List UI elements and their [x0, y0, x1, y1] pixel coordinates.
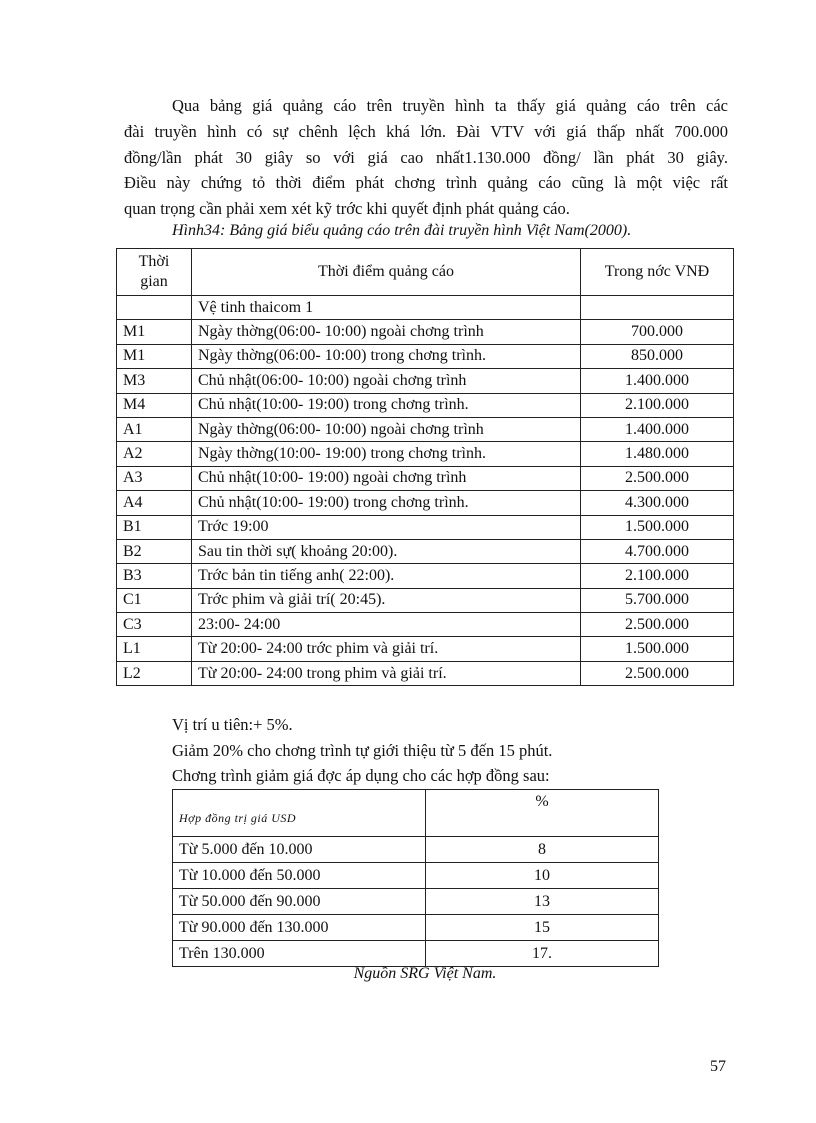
table-row: [117, 417, 734, 441]
discount-table: [172, 789, 659, 967]
time-code-cell: A1: [117, 417, 192, 441]
paragraph-line: đồng/lần phát 30 giây so với giá cao nhất1.130.000 đồng/ lần phát 30 giây.: [124, 147, 728, 167]
table-row: [117, 637, 734, 661]
table-row: [173, 863, 659, 889]
table-row: [117, 661, 734, 685]
time-code-cell: B2: [117, 539, 192, 563]
slot-cell: Trớc phim và giải trí( 20:45).: [192, 588, 581, 612]
contract-range-cell: Từ 5.000 đến 10.000: [173, 837, 426, 863]
contract-range-cell: Từ 90.000 đến 130.000: [173, 915, 426, 941]
time-code-cell: B3: [117, 564, 192, 588]
price-cell: 4.700.000: [581, 539, 734, 563]
slot-cell: Từ 20:00- 24:00 trong phim và giải trí.: [192, 661, 581, 685]
price-cell: 2.100.000: [581, 393, 734, 417]
slot-cell: Từ 20:00- 24:00 trớc phim và giải trí.: [192, 637, 581, 661]
price-cell: 1.480.000: [581, 442, 734, 466]
time-code-cell: A4: [117, 491, 192, 515]
price-cell: 2.500.000: [581, 466, 734, 490]
table-header-row: [173, 790, 659, 837]
slot-cell: Chủ nhật(10:00- 19:00) trong chơng trình.: [192, 393, 581, 417]
header-contract-value: Hợp đồng trị giá USD: [173, 790, 426, 837]
percent-cell: 15: [426, 915, 659, 941]
slot-cell: Trớc bản tin tiếng anh( 22:00).: [192, 564, 581, 588]
time-code-cell: A2: [117, 442, 192, 466]
slot-cell: Ngày thờng(06:00- 10:00) trong chơng trình.: [192, 344, 581, 368]
price-table: [116, 248, 734, 686]
table-row: [173, 889, 659, 915]
time-code-cell: [117, 296, 192, 320]
slot-cell: Ngày thờng(06:00- 10:00) ngoài chơng trình: [192, 417, 581, 441]
intro-paragraph: [124, 93, 728, 222]
header-time: Thời gian: [117, 249, 192, 296]
price-cell: 5.700.000: [581, 588, 734, 612]
time-code-cell: A3: [117, 466, 192, 490]
slot-cell: 23:00- 24:00: [192, 613, 581, 637]
price-cell: 2.500.000: [581, 661, 734, 685]
paragraph-line: Qua bảng giá quảng cáo trên truyền hình ta thấy giá quảng cáo trên các: [172, 96, 728, 115]
table-caption: Hình34: Bảng giá biểu quảng cáo trên đài truyền hình Việt Nam(2000).: [172, 222, 632, 239]
notes: [172, 712, 552, 789]
contract-range-cell: Từ 50.000 đến 90.000: [173, 889, 426, 915]
note-line: Giảm 20% cho chơng trình tự giới thiệu từ 5 đến 15 phút.: [172, 740, 553, 760]
slot-cell: Ngày thờng(10:00- 19:00) trong chơng trình.: [192, 442, 581, 466]
time-code-cell: M1: [117, 344, 192, 368]
slot-cell: Sau tin thời sự( khoảng 20:00).: [192, 539, 581, 563]
slot-cell: Chủ nhật(10:00- 19:00) ngoài chơng trình: [192, 466, 581, 490]
slot-cell: Ngày thờng(06:00- 10:00) ngoài chơng trình: [192, 320, 581, 344]
paragraph-line: Điều này chứng tỏ thời điểm phát chơng trình quảng cáo cũng là một việc rất: [124, 173, 728, 193]
table-row: [117, 466, 734, 490]
page-number: 57: [710, 1058, 726, 1075]
table-row: [117, 515, 734, 539]
table-row: [117, 393, 734, 417]
slot-cell: Chủ nhật(06:00- 10:00) ngoài chơng trình: [192, 369, 581, 393]
slot-cell: Chủ nhật(10:00- 19:00) trong chơng trình.: [192, 491, 581, 515]
table-row: [117, 491, 734, 515]
time-code-cell: L2: [117, 661, 192, 685]
table-row: [117, 613, 734, 637]
table-header-row: [117, 249, 734, 296]
price-cell: 850.000: [581, 344, 734, 368]
table-row: [117, 539, 734, 563]
note-line: Vị trí u tiên:+ 5%.: [172, 715, 293, 734]
percent-cell: 8: [426, 837, 659, 863]
price-cell: 1.500.000: [581, 637, 734, 661]
table-row: [117, 369, 734, 393]
price-cell: 1.400.000: [581, 369, 734, 393]
paragraph-line: đài truyền hình có sự chênh lệch khá lớn. Đài VTV với giá thấp nhất 700.000: [124, 121, 728, 141]
table-row: [173, 941, 659, 967]
price-cell: 1.400.000: [581, 417, 734, 441]
time-code-cell: C1: [117, 588, 192, 612]
percent-cell: 10: [426, 863, 659, 889]
table-row: [117, 296, 734, 320]
contract-range-cell: Trên 130.000: [173, 941, 426, 967]
time-code-cell: M4: [117, 393, 192, 417]
paragraph-line: quan trọng cần phải xem xét kỹ trớc khi quyết định phát quảng cáo.: [124, 199, 570, 219]
contract-range-cell: Từ 10.000 đến 50.000: [173, 863, 426, 889]
price-cell: 2.500.000: [581, 613, 734, 637]
price-cell: 700.000: [581, 320, 734, 344]
header-slot: Thời điểm quảng cáo: [192, 249, 581, 296]
price-cell: 4.300.000: [581, 491, 734, 515]
slot-cell: Trớc 19:00: [192, 515, 581, 539]
time-code-cell: L1: [117, 637, 192, 661]
header-price: Trong nớc VNĐ: [581, 249, 734, 296]
time-code-cell: M1: [117, 320, 192, 344]
percent-cell: 13: [426, 889, 659, 915]
slot-cell: Vệ tinh thaicom 1: [192, 296, 581, 320]
time-code-cell: B1: [117, 515, 192, 539]
source-note: Nguồn SRG Việt Nam.: [353, 965, 497, 982]
table-row: [117, 442, 734, 466]
time-code-cell: C3: [117, 613, 192, 637]
percent-cell: 17.: [426, 941, 659, 967]
table-row: [117, 320, 734, 344]
note-line: Chơng trình giảm giá đợc áp dụng cho các hợp đồng sau:: [172, 766, 550, 785]
table-row: [173, 837, 659, 863]
table-row: [117, 588, 734, 612]
header-percent: %: [426, 790, 659, 837]
table-row: [117, 344, 734, 368]
price-cell: [581, 296, 734, 320]
table-row: [117, 564, 734, 588]
price-cell: 2.100.000: [581, 564, 734, 588]
table-row: [173, 915, 659, 941]
time-code-cell: M3: [117, 369, 192, 393]
price-cell: 1.500.000: [581, 515, 734, 539]
